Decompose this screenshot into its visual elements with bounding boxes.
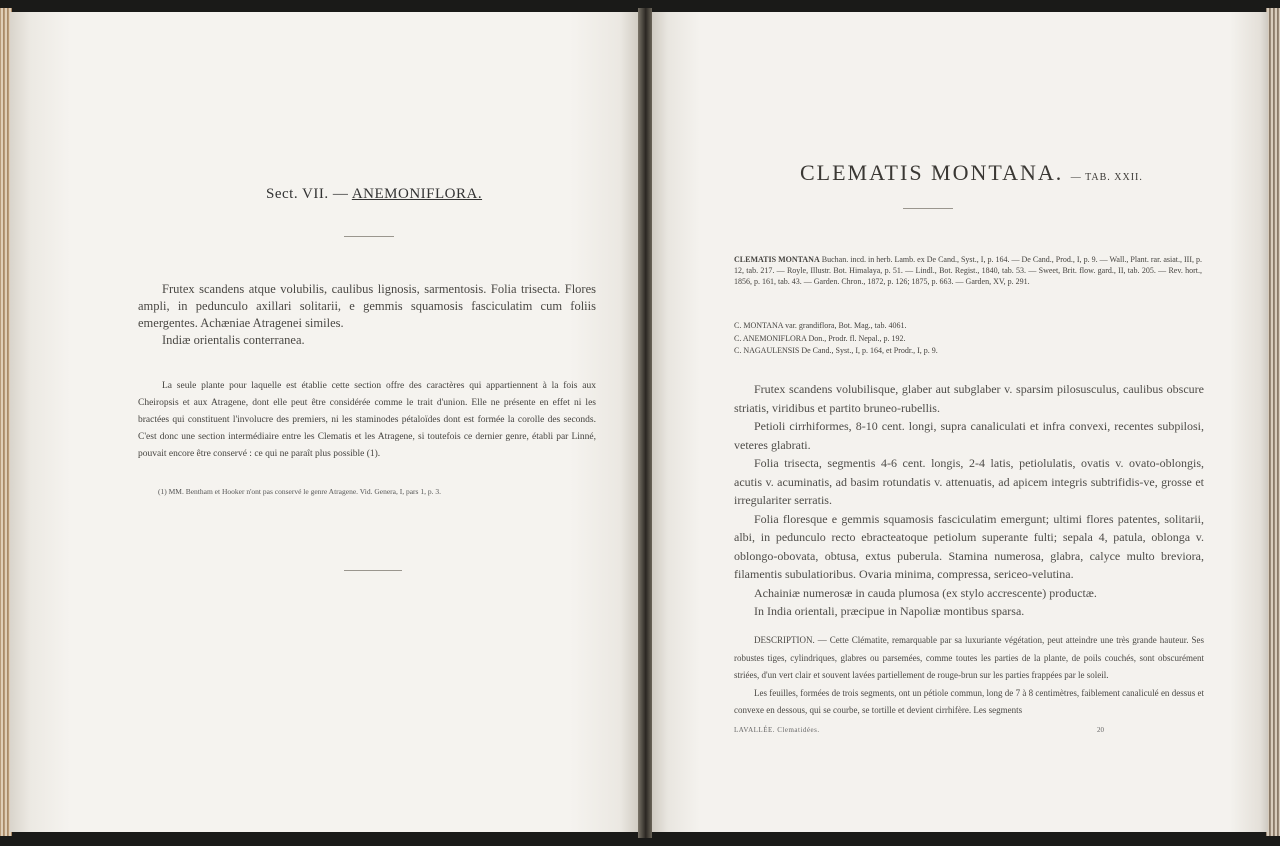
latin-paragraph: Petioli cirrhiformes, 8-10 cent. longi, supra canaliculati et infra convexi, recentes subpilosi, veteres glabrati.: [734, 419, 1204, 452]
end-rule: [344, 570, 402, 571]
footer-signature: LAVALLÉE. Clematidées.: [734, 726, 820, 734]
description-label: DESCRIPTION.: [754, 635, 815, 645]
footer-number: 20: [1097, 726, 1104, 734]
latin-paragraph: In India orientali, præcipue in Napoliæ montibus sparsa.: [754, 604, 1025, 618]
french-description: [734, 632, 1204, 720]
description-text: — Cette Clématite, remarquable par sa luxuriante végétation, peut atteindre une très grande hauteur. Ses robustes tiges, cylindriques, glabres ou parsemées, comme toutes les parties de la plante, de poils couchés, sont obscurément striées, d'un vert clair et souvent lavées partiellement de rouge-brun sur les parties frappées par le soleil.: [734, 635, 1204, 680]
section-title-name: ANEMONIFLORA.: [351, 186, 483, 202]
french-note: La seule plante pour laquelle est établie cette section offre des caractères qui appartiennent à la fois aux Cheiropsis et aux Atragene, dont elle peut être considérée comme le trait d'union. Elle ne présente en effet ni les bractées qui constituent l'involucre des premiers, ni les staminodes pétaloïdes dont est formée la corolle des seconds. C'est donc une section intermédiaire entre les Clematis et les Atragene, si toutefois ce dernier genre, établi par Linné, pouvait encore être conservé : ce qui ne paraît plus possible (1).: [138, 381, 596, 459]
latin-habitat: Indiæ orientalis conterranea.: [162, 333, 305, 347]
variety-2: C. ANEMONIFLORA Don., Prodr. fl. Nepal., p. 192.: [734, 333, 906, 343]
section-title: [266, 186, 482, 203]
footnote: (1) MM. Bentham et Hooker n'ont pas conservé le genre Atragene. Vid. Genera, I, pars 1, p. 3.: [158, 487, 441, 496]
latin-description-right: [734, 380, 1204, 621]
section-title-prefix: Sect. VII. —: [266, 186, 349, 202]
plate-title: [800, 160, 1143, 186]
plate-title-text: CLEMATIS MONTANA.: [800, 160, 1064, 185]
latin-paragraph: Frutex scandens volubilisque, glaber aut subglaber v. sparsim pilosusculus, caulibus obscure striatis, viridibus et partito bruneo-rubellis.: [734, 382, 1204, 415]
divider-rule: [344, 236, 394, 237]
latin-paragraph: Achainiæ numerosæ in cauda plumosa (ex stylo accrescente) productæ.: [754, 585, 1097, 600]
synonymy: [734, 254, 1202, 287]
description-paragraph: Les feuilles, formées de trois segments, ont un pétiole commun, long de 7 à 8 centimètres, faiblement canaliculé en dessus et convexe en dessous, qui se courbe, se tortille et devient cirrhifère. Les segments: [734, 687, 1204, 715]
variety-3: C. NAGAULENSIS De Cand., Syst., I, p. 164, et Prodr., I, p. 9.: [734, 346, 938, 355]
book-gutter: [638, 8, 652, 838]
latin-paragraph: Folia trisecta, segmentis 4-6 cent. longis, 2-4 latis, petiolulatis, ovatis v. ovato-oblongis, acutis v. acuminatis, ad basim rotundatis v. attenuatis, ad apicem integris subtrifidis-ve, grosse et irregulariter serratis.: [734, 456, 1204, 507]
latin-paragraph: Folia floresque e gemmis squamosis fasciculatim emergunt; ultimi flores patentes, solitarii, albi, in pedunculo recto ebracteatoque petiolum superante fulti; sepala 4, patula, oblonga v. oblongo-obovata, obtusa, extus puberula. Stamina numerosa, glabra, calyce multo breviora, filamentis subulatioribus. Ovaria minima, compressa, sericeo-velutina.: [734, 511, 1204, 581]
plate-tab: — TAB. XXII.: [1070, 172, 1143, 183]
description-paragraph: [734, 632, 1204, 685]
divider-rule: [903, 208, 953, 209]
synonymy-name: CLEMATIS MONTANA: [734, 255, 820, 264]
synonymy-text: Buchan. incd. in herb. Lamb. ex De Cand., Syst., I, p. 164. — De Cand., Prod., I, p. 9. — Wall., Plant. rar. asiat., III, p. 12, tab. 217. — Royle, Illustr. Bot. Himalaya, p. 51. — Lindl., Bot. Regist., 1840, tab. 53. — Sweet, Brit. flow. gard., II, tab. 205. — Rev. hort., 1856, p. 161, tab. 43. — Garden. Chron., 1872, p. 126; 1875, p. 663. — Garden, XV, p. 291.: [734, 255, 1203, 286]
latin-description: Frutex scandens atque volubilis, caulibus lignosis, sarmentosis. Folia trisecta. Flores ampli, in pedunculo axillari solitarii, e gemmis squamosis fasciculatim cum foliis emergentes. Achæniae Atragenei similes.: [138, 282, 596, 330]
varieties: [734, 320, 938, 358]
variety-1: C. MONTANA var. grandiflora, Bot. Mag., tab. 4061.: [734, 321, 907, 330]
page-edges-right: [1266, 8, 1280, 836]
